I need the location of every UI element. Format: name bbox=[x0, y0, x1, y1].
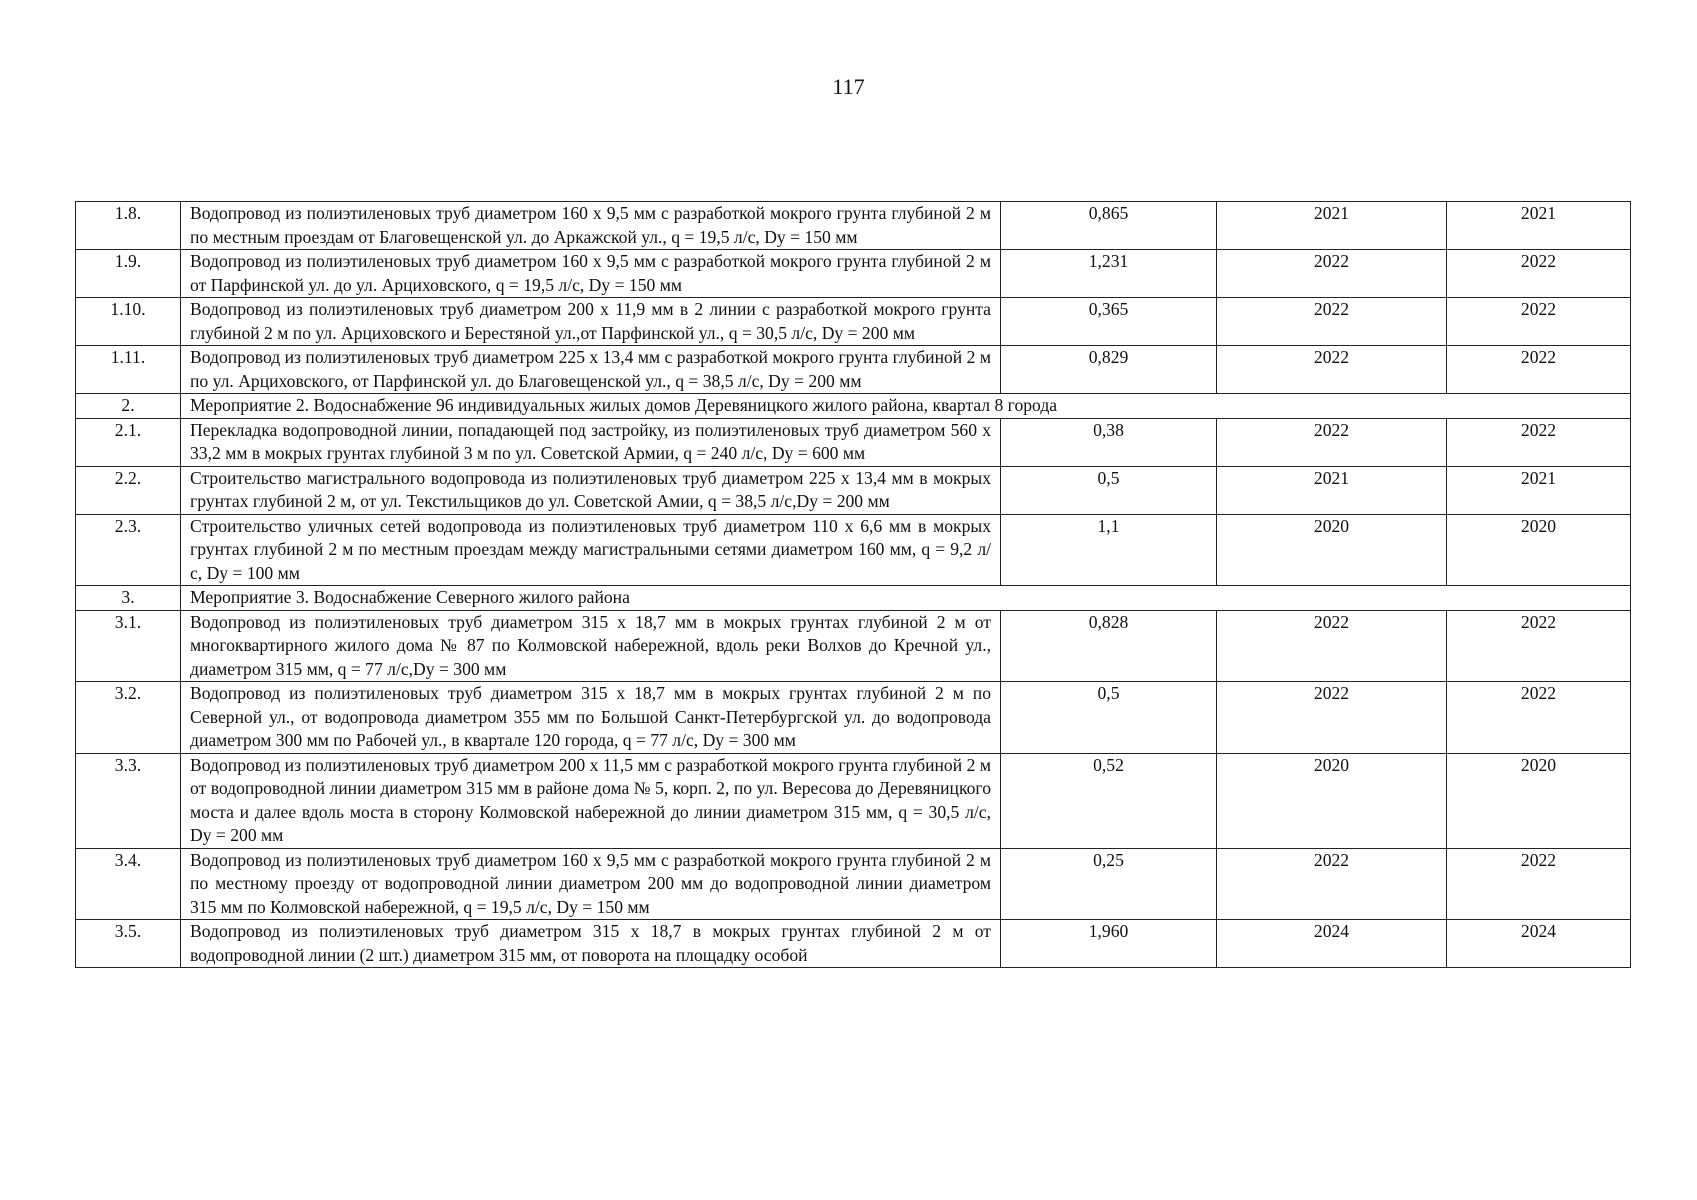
row-length: 1,1 bbox=[1001, 514, 1217, 586]
row-description: Перекладка водопроводной линии, попадающей под застройку, из полиэтиленовых труб диаметром 560 х 33,2 мм в мокрых грунтах глубиной 3 м по ул. Советской Армии, q = 240 л/с, Dy = 600 мм bbox=[181, 418, 1001, 466]
row-description: Водопровод из полиэтиленовых труб диаметром 315 х 18,7 мм в мокрых грунтах глубиной 2 м от многоквартирного жилого дома № 87 по Колмовской набережной, вдоль реки Волхов до Кречной ул., диаметром 315 мм, q = 77 л/с,Dy = 300 мм bbox=[181, 610, 1001, 682]
row-description: Строительство магистрального водопровода из полиэтиленовых труб диаметром 225 х 13,4 мм в мокрых грунтах глубиной 2 м, от ул. Текстильщиков до ул. Советской Амии, q = 38,5 л/с,Dy = 200 мм bbox=[181, 466, 1001, 514]
table-row bbox=[76, 250, 1631, 298]
section-number: 2. bbox=[76, 394, 181, 419]
row-description: Водопровод из полиэтиленовых труб диаметром 160 х 9,5 мм с разработкой мокрого грунта глубиной 2 м от Парфинской ул. до ул. Арциховского, q = 19,5 л/с, Dy = 150 мм bbox=[181, 250, 1001, 298]
row-year-end: 2021 bbox=[1447, 202, 1631, 250]
row-number: 1.8. bbox=[76, 202, 181, 250]
row-number: 1.11. bbox=[76, 346, 181, 394]
row-number: 2.2. bbox=[76, 466, 181, 514]
row-year-start: 2020 bbox=[1217, 514, 1447, 586]
row-description: Водопровод из полиэтиленовых труб диаметром 225 х 13,4 мм с разработкой мокрого грунта глубиной 2 м по ул. Арциховского, от Парфинской ул. до Благовещенской ул., q = 38,5 л/с, Dy = 200 мм bbox=[181, 346, 1001, 394]
row-year-end: 2020 bbox=[1447, 753, 1631, 848]
row-year-end: 2021 bbox=[1447, 466, 1631, 514]
row-year-start: 2022 bbox=[1217, 848, 1447, 920]
row-year-start: 2022 bbox=[1217, 610, 1447, 682]
table-row bbox=[76, 346, 1631, 394]
row-year-start: 2020 bbox=[1217, 753, 1447, 848]
row-number: 3.2. bbox=[76, 682, 181, 754]
section-number: 3. bbox=[76, 586, 181, 611]
row-year-start: 2022 bbox=[1217, 682, 1447, 754]
table-row bbox=[76, 610, 1631, 682]
row-year-end: 2024 bbox=[1447, 920, 1631, 968]
section-row bbox=[76, 394, 1631, 419]
section-title: Мероприятие 2. Водоснабжение 96 индивидуальных жилых домов Деревяницкого жилого района, квартал 8 города bbox=[181, 394, 1631, 419]
row-year-end: 2022 bbox=[1447, 610, 1631, 682]
row-year-start: 2021 bbox=[1217, 202, 1447, 250]
row-length: 0,25 bbox=[1001, 848, 1217, 920]
row-year-end: 2022 bbox=[1447, 418, 1631, 466]
row-length: 0,5 bbox=[1001, 682, 1217, 754]
table-row bbox=[76, 514, 1631, 586]
row-description: Водопровод из полиэтиленовых труб диаметром 200 х 11,9 мм в 2 линии с разработкой мокрого грунта глубиной 2 м по ул. Арциховского и Берестяной ул.,от Парфинской ул., q = 30,5 л/с, Dy = 200 мм bbox=[181, 298, 1001, 346]
row-number: 3.3. bbox=[76, 753, 181, 848]
row-number: 3.1. bbox=[76, 610, 181, 682]
table-row bbox=[76, 682, 1631, 754]
row-length: 0,829 bbox=[1001, 346, 1217, 394]
row-year-start: 2024 bbox=[1217, 920, 1447, 968]
row-number: 2.1. bbox=[76, 418, 181, 466]
row-year-start: 2022 bbox=[1217, 250, 1447, 298]
row-number: 1.9. bbox=[76, 250, 181, 298]
table-row bbox=[76, 202, 1631, 250]
row-length: 0,865 bbox=[1001, 202, 1217, 250]
row-year-end: 2022 bbox=[1447, 346, 1631, 394]
row-number: 3.4. bbox=[76, 848, 181, 920]
row-year-end: 2022 bbox=[1447, 848, 1631, 920]
row-description: Водопровод из полиэтиленовых труб диаметром 315 х 18,7 мм в мокрых грунтах глубиной 2 м по Северной ул., от водопровода диаметром 355 мм по Большой Санкт-Петербургской ул. до водопровода диаметром 300 мм по Рабочей ул., в квартале 120 города, q = 77 л/с, Dy = 300 мм bbox=[181, 682, 1001, 754]
table-row bbox=[76, 418, 1631, 466]
row-year-start: 2022 bbox=[1217, 298, 1447, 346]
row-length: 0,365 bbox=[1001, 298, 1217, 346]
table-row bbox=[76, 466, 1631, 514]
row-year-end: 2022 bbox=[1447, 250, 1631, 298]
table-row bbox=[76, 298, 1631, 346]
page-number: 117 bbox=[832, 74, 865, 99]
row-description: Водопровод из полиэтиленовых труб диаметром 200 х 11,5 мм с разработкой мокрого грунта глубиной 2 м от водопроводной линии диаметром 315 мм в районе дома № 5, корп. 2, по ул. Вересова до Деревяницкого моста и далее вдоль моста в сторону Колмовской набережной до линии диаметром 315 мм, q = 30,5 л/с, Dy = 200 мм bbox=[181, 753, 1001, 848]
section-title: Мероприятие 3. Водоснабжение Северного жилого района bbox=[181, 586, 1631, 611]
row-year-start: 2021 bbox=[1217, 466, 1447, 514]
row-number: 1.10. bbox=[76, 298, 181, 346]
row-year-end: 2022 bbox=[1447, 298, 1631, 346]
row-length: 0,5 bbox=[1001, 466, 1217, 514]
section-row bbox=[76, 586, 1631, 611]
table-row bbox=[76, 753, 1631, 848]
row-length: 1,231 bbox=[1001, 250, 1217, 298]
row-description: Водопровод из полиэтиленовых труб диаметром 160 х 9,5 мм с разработкой мокрого грунта глубиной 2 м по местному проезду от водопроводной линии диаметром 200 мм до водопроводной линии диаметром 315 мм по Колмовской набережной, q = 19,5 л/с, Dy = 150 мм bbox=[181, 848, 1001, 920]
row-length: 0,38 bbox=[1001, 418, 1217, 466]
table-row bbox=[76, 920, 1631, 968]
row-description: Строительство уличных сетей водопровода из полиэтиленовых труб диаметром 110 х 6,6 мм в мокрых грунтах глубиной 2 м по местным проездам между магистральными сетями диаметром 160 мм, q = 9,2 л/с, Dy = 100 мм bbox=[181, 514, 1001, 586]
row-year-end: 2020 bbox=[1447, 514, 1631, 586]
row-length: 0,828 bbox=[1001, 610, 1217, 682]
row-length: 0,52 bbox=[1001, 753, 1217, 848]
row-number: 2.3. bbox=[76, 514, 181, 586]
row-length: 1,960 bbox=[1001, 920, 1217, 968]
row-number: 3.5. bbox=[76, 920, 181, 968]
table-row bbox=[76, 848, 1631, 920]
row-year-start: 2022 bbox=[1217, 418, 1447, 466]
table-body bbox=[76, 202, 1631, 968]
row-year-end: 2022 bbox=[1447, 682, 1631, 754]
row-description: Водопровод из полиэтиленовых труб диаметром 160 х 9,5 мм с разработкой мокрого грунта глубиной 2 м по местным проездам от Благовещенской ул. до Аркажской ул., q = 19,5 л/с, Dy = 150 мм bbox=[181, 202, 1001, 250]
measures-table bbox=[75, 201, 1631, 968]
row-year-start: 2022 bbox=[1217, 346, 1447, 394]
row-description: Водопровод из полиэтиленовых труб диаметром 315 х 18,7 в мокрых грунтах глубиной 2 м от водопроводной линии (2 шт.) диаметром 315 мм, от поворота на площадку особой bbox=[181, 920, 1001, 968]
